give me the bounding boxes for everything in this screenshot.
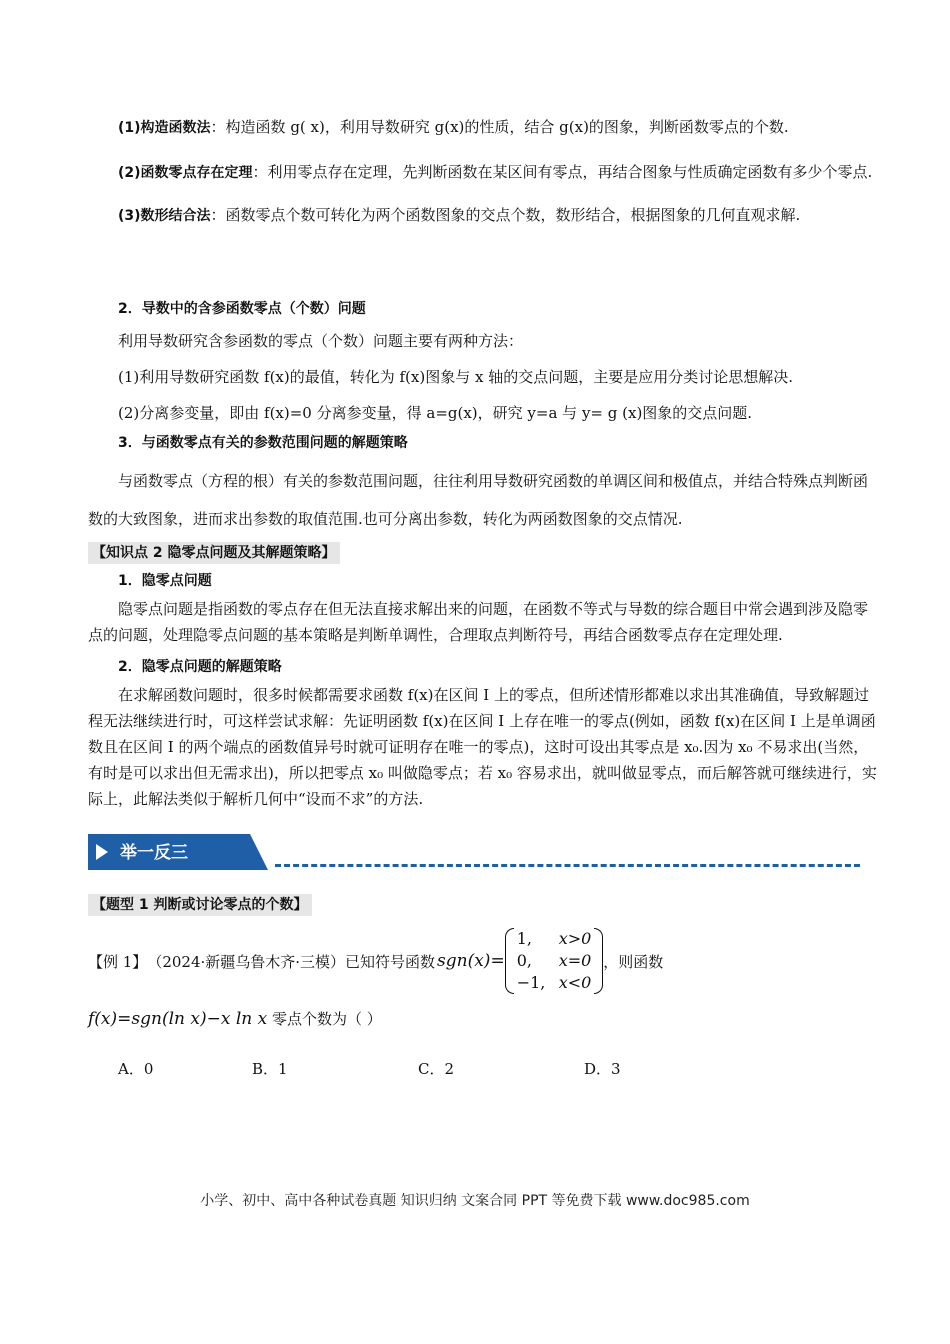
method-2 [88, 153, 878, 192]
option-a[interactable]: A．0 [118, 1060, 154, 1078]
example-1-label: 【例 1】 [88, 952, 148, 971]
knowledge-point-2-text-2: 在求解函数问题时，很多时候都需要求函数 f(x)在区间 I 上的零点，但所述情形都难以求出其准确值，导致解题过程无法继续进行时，可这样尝试求解：先证明函数 f(x)在区间 I 上存在唯一的零点(例如，函数 f(x)在区间 I 上是单调函数且在区间 I 的两个端点的函数值异号时就可证明存在唯一的零点)，这时可设出其零点是 x₀.因为 x₀ 不易求出(当然，有时是可以求出但无需求出)，所以把零点 x₀ 叫做隐零点；若 x₀ 容易求出，就叫做显零点，而后解答就可继续进行，实际上，此解法类似于解析几何中“设而不求”的方法. [88, 686, 877, 808]
knowledge-point-2-heading: 【知识点 2 隐零点问题及其解题策略】 [88, 542, 340, 564]
practice-banner [88, 834, 268, 870]
method-list-1 [88, 112, 878, 235]
example-1-line-2 [88, 1008, 888, 1029]
example-1-line-1 [88, 928, 888, 994]
method-3-text: ：函数零点个数可转化为两个函数图象的交点个数，数形结合，根据图象的几何直观求解. [210, 206, 801, 224]
method-1-text: ：构造函数 g( x)，利用导数研究 g(x)的性质，结合 g(x)的图象，判断函数零点的个数. [210, 118, 789, 136]
knowledge-point-2 [88, 542, 878, 812]
section-2-method-2: (2)分离参变量，即由 f(x)=0 分离参变量，得 a=g(x)，研究 y=a 与 y= g (x)图象的交点问题. [118, 404, 753, 422]
knowledge-point-2-text-1: 隐零点问题是指函数的零点存在但无法直接求解出来的问题，在函数不等式与导数的综合题目中常会遇到涉及隐零点的问题，处理隐零点问题的基本策略是判断单调性，合理取点判断符号，再结合函数零点存在定理处理. [88, 600, 869, 644]
sgn-piecewise [505, 928, 604, 994]
banner-shape [88, 834, 268, 870]
section-3 [88, 428, 878, 538]
example-1 [88, 928, 888, 1029]
method-1-label: (1)构造函数法 [118, 120, 211, 136]
section-2-method-1: (1)利用导数研究函数 f(x)的最值，转化为 f(x)图象与 x 轴的交点问题，主要是应用分类讨论思想解决. [118, 368, 793, 386]
option-c[interactable]: C．2 [418, 1060, 455, 1078]
section-3-title: 3．与函数零点有关的参数范围问题的解题策略 [118, 435, 408, 451]
section-2 [88, 294, 878, 428]
method-2-text: ：利用零点存在定理，先判断函数在某区间有零点，再结合图象与性质确定函数有多少个零点. [252, 163, 873, 181]
example-1-source: （2024·新疆乌鲁木齐·三模）已知符号函数 [147, 952, 436, 971]
case-row: 0, x=0 [516, 951, 592, 970]
type-1 [88, 894, 878, 916]
section-3-text: 与函数零点（方程的根）有关的参数范围问题，往往利用导数研究函数的单调区间和极值点，并结合特殊点判断函数的大致图象，进而求出参数的取值范围.也可分离出参数，转化为两函数图象的交点情况. [88, 472, 869, 528]
section-2-title: 2．导数中的含参函数零点（个数）问题 [118, 301, 366, 317]
type-1-heading: 【题型 1 判断或讨论零点的个数】 [88, 894, 312, 916]
case-row: −1, x<0 [516, 973, 592, 992]
method-1 [88, 112, 878, 143]
page-footer: 小学、初中、高中各种试卷真题 知识归纳 文案合同 PPT 等免费下载 www.doc985.com [200, 1193, 750, 1209]
method-3 [88, 196, 878, 235]
example-1-question: 零点个数为（ ） [271, 1010, 382, 1028]
case-row: 1, x>0 [516, 929, 592, 948]
option-b[interactable]: B．1 [252, 1060, 288, 1078]
method-2-label: (2)函数零点存在定理 [118, 165, 253, 181]
example-1-after: ，则函数 [603, 952, 664, 971]
method-3-label: (3)数形结合法 [118, 208, 211, 224]
option-d[interactable]: D．3 [584, 1060, 621, 1078]
knowledge-point-2-sub-2: 2．隐零点问题的解题策略 [118, 659, 282, 675]
banner-label: 举一反三 [120, 843, 188, 863]
banner-dash-line [275, 864, 860, 867]
knowledge-point-2-sub-1: 1．隐零点问题 [118, 573, 212, 589]
sgn-lhs: sgn(x)= [437, 951, 505, 971]
example-1-formula: f(x)=sgn(ln x)−x ln x [88, 1009, 268, 1029]
section-2-intro: 利用导数研究含参函数的零点（个数）问题主要有两种方法： [118, 332, 524, 350]
